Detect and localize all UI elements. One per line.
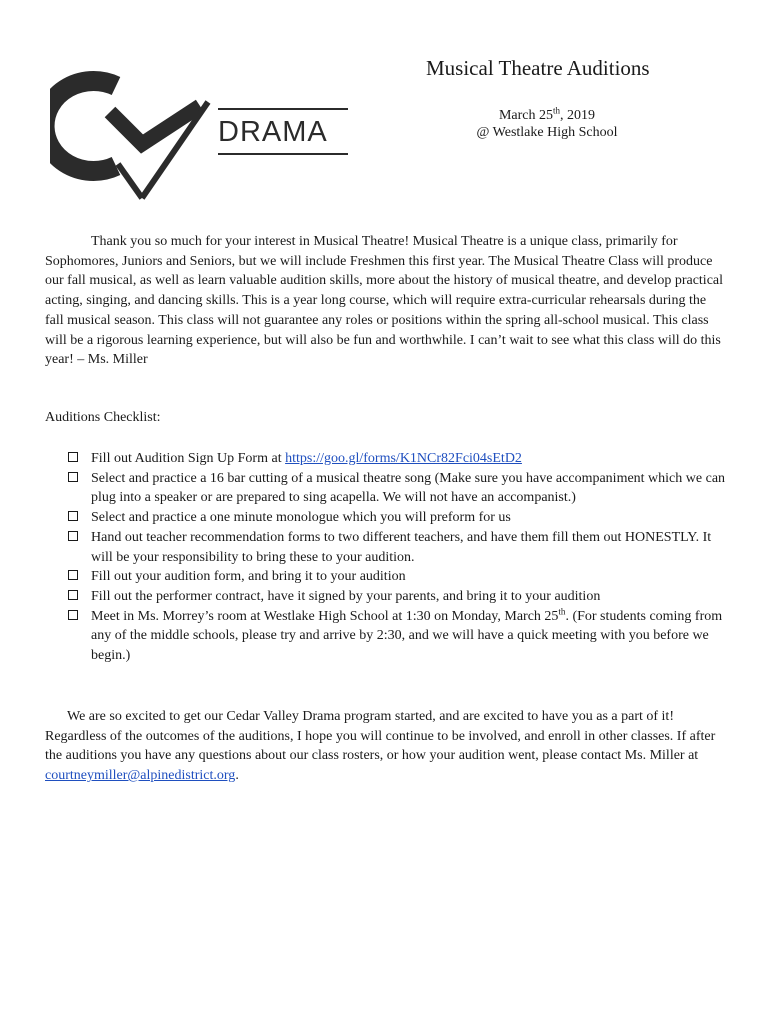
- date-main: March 25: [498, 108, 554, 123]
- closing-paragraph: [45, 707, 725, 786]
- checklist-item-text: Meet in Ms. Morrey’s room at Westlake High School at 1:30 on Monday, March 25: [91, 608, 559, 624]
- checkbox-icon[interactable]: [68, 452, 78, 462]
- checkbox-icon[interactable]: [68, 531, 78, 541]
- checklist-item-text: Select and practice a 16 bar cutting of a musical theatre song (Make sure you have accompaniment which we can plug into a speaker or are prepared to sing acapella. We will not have an accompanist.): [91, 470, 726, 506]
- checklist-item-text: Fill out Audition Sign Up Form at: [91, 451, 286, 466]
- logo-rule-bottom: [218, 153, 348, 155]
- checklist-item: [66, 587, 728, 607]
- date-year: , 2019: [560, 108, 596, 123]
- checklist-heading: Auditions Checklist:: [45, 410, 161, 425]
- checklist-item: [66, 469, 728, 508]
- checklist-item-text: Fill out the performer contract, have it signed by your parents, and bring it to your audition: [91, 588, 601, 604]
- date-suffix: th: [558, 605, 566, 616]
- audition-venue: @ Westlake High School: [476, 125, 618, 140]
- closing-text: We are so excited to get our Cedar Valley Drama program started, and are excited to have you as a part of it! Regardless of the outcomes of the auditions, I hope you will continue to be involved, and enroll in other classes. If after the auditions you have any questions about our class rosters, or how your audition went, please contact Ms. Miller at: [45, 709, 716, 764]
- contact-email-link[interactable]: courtneymiller@alpinedistrict.org: [45, 768, 236, 784]
- audition-date: [420, 105, 674, 124]
- checklist-item: [66, 528, 728, 567]
- checklist-item-text: Select and practice a one minute monologue which you will preform for us: [91, 510, 511, 526]
- page-title: Musical Theatre Auditions: [426, 56, 650, 80]
- checklist-item: [66, 567, 728, 587]
- intro-paragraph: Thank you so much for your interest in Musical Theatre! Musical Theatre is a unique class, primarily for Sophomores, Juniors and Seniors, but we will include Freshmen this first year. The Musical Theatre Class will produce our fall musical, as well as learn valuable audition skills, more about the history of musical theatre, and develop practical acting, singing, and dancing skills. This is a year long course, which will require extra-curricular rehearsals during the fall musical season. This class will not guarantee any roles or positions within the spring all-school musical. This class will be a rigorous learning experience, but will also be fun and worthwhile. I can’t wait to see what this class will do this year! – Ms. Miller: [45, 234, 724, 368]
- checkbox-icon[interactable]: [68, 511, 78, 521]
- signup-form-link[interactable]: https://goo.gl/forms/K1NCr82Fci04sEtD2: [285, 451, 522, 466]
- checkbox-icon[interactable]: [68, 570, 78, 580]
- checkbox-icon[interactable]: [68, 472, 78, 482]
- checklist-item-text: . (For students coming from any of the middle schools, please try and arrive by 2:30, and we will have a quick meeting with you before we begin.): [91, 608, 723, 664]
- closing-end: .: [235, 768, 239, 784]
- auditions-checklist: [66, 449, 728, 666]
- checkbox-icon[interactable]: [68, 610, 78, 620]
- checkbox-icon[interactable]: [68, 590, 78, 600]
- date-suffix: th: [553, 105, 561, 116]
- logo-wordmark: DRAMA: [218, 116, 328, 148]
- checklist-item: [66, 449, 728, 469]
- checklist-item-text: Hand out teacher recommendation forms to two different teachers, and have them fill them out HONESTLY. It will be your responsibility to bring these to your audition.: [91, 529, 712, 565]
- checklist-item: [66, 508, 728, 528]
- checklist-item-text: Fill out your audition form, and bring it to your audition: [91, 569, 406, 585]
- checklist-item: [66, 607, 728, 666]
- logo-rule-top: [218, 108, 348, 110]
